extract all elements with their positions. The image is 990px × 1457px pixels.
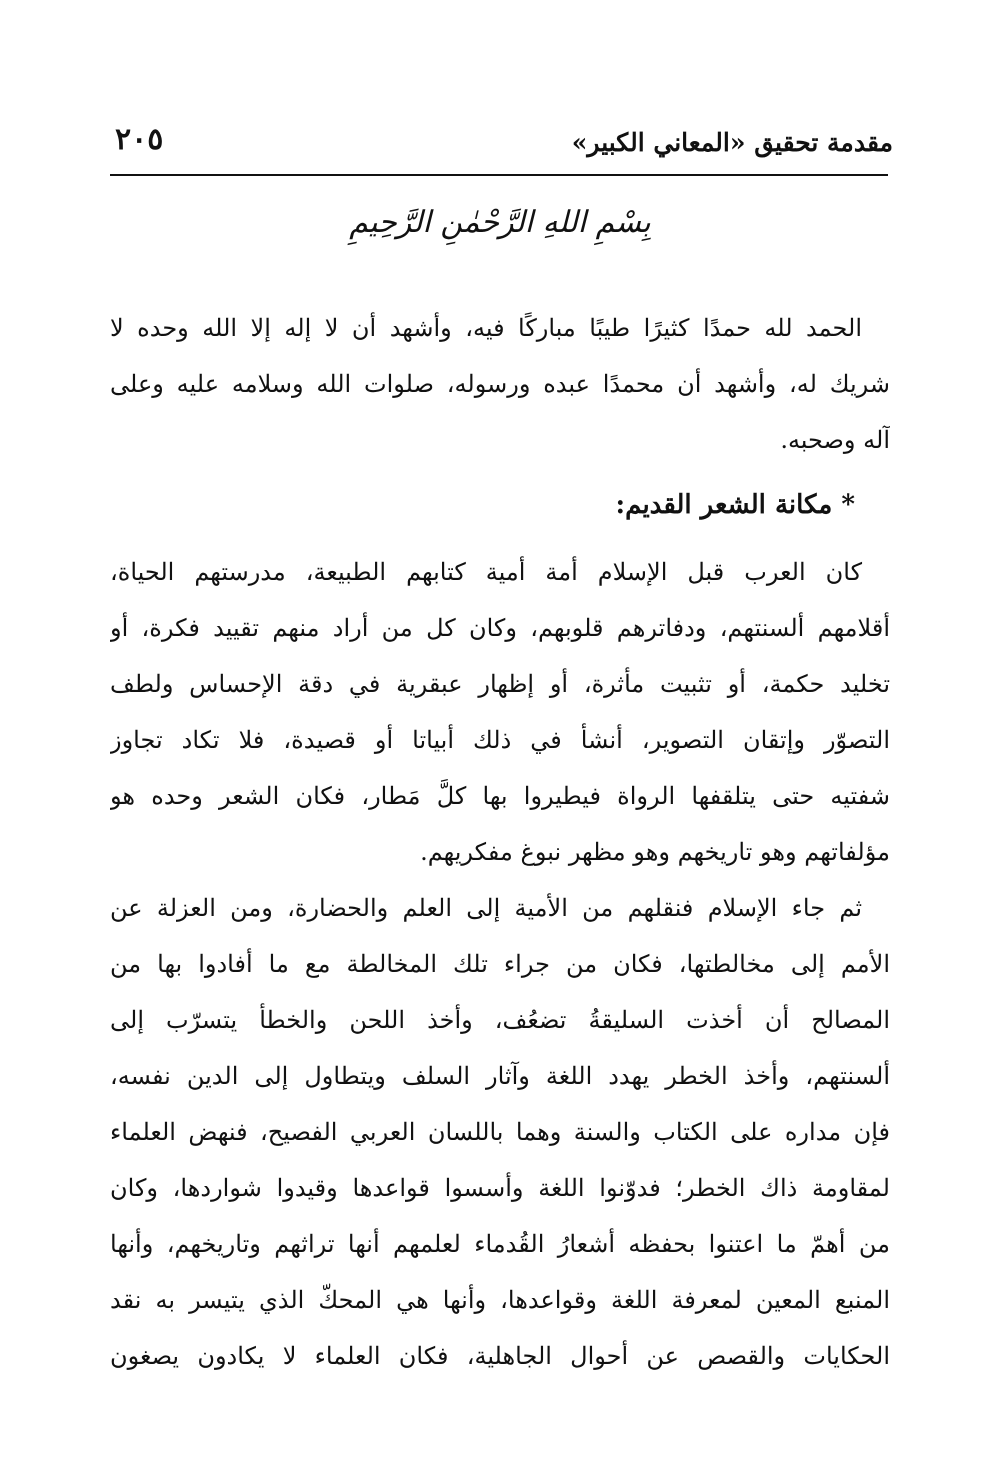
text-line: المصالح أن أخذت السليقةُ تضعُف، وأخذ اللحن والخطأ يتسرّب إلى	[110, 1006, 890, 1034]
text-line: المنبع المعين لمعرفة اللغة وقواعدها، وأنها هي المحكّ الذي يتيسر به نقد	[110, 1286, 890, 1314]
text-line: آله وصحبه.	[780, 426, 890, 454]
text-line: كان العرب قبل الإسلام أمة أمية كتابهم الطبيعة، مدرستهم الحياة،	[110, 558, 862, 586]
text-line: أقلامهم ألسنتهم، ودفاترهم قلوبهم، وكان كل من أراد منهم تقييد فكرة، أو	[110, 614, 890, 642]
text-line: شريك له، وأشهد أن محمدًا عبده ورسوله، صلوات الله وسلامه عليه وعلى	[110, 370, 890, 398]
text-line: مؤلفاتهم وهو تاريخهم وهو مظهر نبوغ مفكريهم.	[420, 838, 890, 866]
section-heading: * مكانة الشعر القديم:	[615, 490, 855, 520]
page-number: ٢٠٥	[115, 122, 164, 157]
text-line: الحكايات والقصص عن أحوال الجاهلية، فكان العلماء لا يكادون يصغون	[110, 1342, 890, 1370]
text-line: الحمد لله حمدًا كثيرًا طيبًا مباركًا فيه، وأشهد أن لا إله إلا الله وحده لا	[110, 314, 862, 342]
text-line: من أهمّ ما اعتنوا بحفظه أشعارُ القُدماء لعلمهم أنها تراثهم وتاريخهم، وأنها	[110, 1230, 890, 1258]
text-line: الأمم إلى مخالطتها، فكان من جراء تلك المخالطة مع ما أفادوا بها من	[110, 950, 890, 978]
basmala: بِسْمِ اللهِ الرَّحْمٰنِ الرَّحِيمِ	[349, 205, 651, 240]
text-line: لمقاومة ذاك الخطر؛ فدوّنوا اللغة وأسسوا قواعدها وقيدوا شواردها، وكان	[110, 1174, 890, 1202]
paragraph-opening	[110, 300, 890, 468]
paragraph-islam-era	[110, 880, 890, 1384]
text-line: فإن مداره على الكتاب والسنة وهما باللسان العربي الفصيح، فنهض العلماء	[110, 1118, 890, 1146]
text-line: التصوّر وإتقان التصوير، أنشأ في ذلك أبياتا أو قصيدة، فلا تكاد تجاوز	[110, 726, 890, 754]
text-line: تخليد حكمة، أو تثبيت مأثرة، أو إظهار عبقرية في دقة الإحساس ولطف	[110, 670, 890, 698]
header-rule	[110, 174, 888, 176]
running-header	[115, 120, 893, 160]
text-line: ثم جاء الإسلام فنقلهم من الأمية إلى العلم والحضارة، ومن العزلة عن	[110, 894, 862, 922]
paragraph-poetry-status	[110, 544, 890, 880]
header-title: مقدمة تحقيق «المعاني الكبير»	[571, 128, 893, 157]
text-line: شفتيه حتى يتلقفها الرواة فيطيروا بها كلَّ مَطار، فكان الشعر وحده هو	[110, 782, 890, 810]
text-line: ألسنتهم، وأخذ الخطر يهدد اللغة وآثار السلف ويتطاول إلى الدين نفسه،	[110, 1062, 890, 1090]
